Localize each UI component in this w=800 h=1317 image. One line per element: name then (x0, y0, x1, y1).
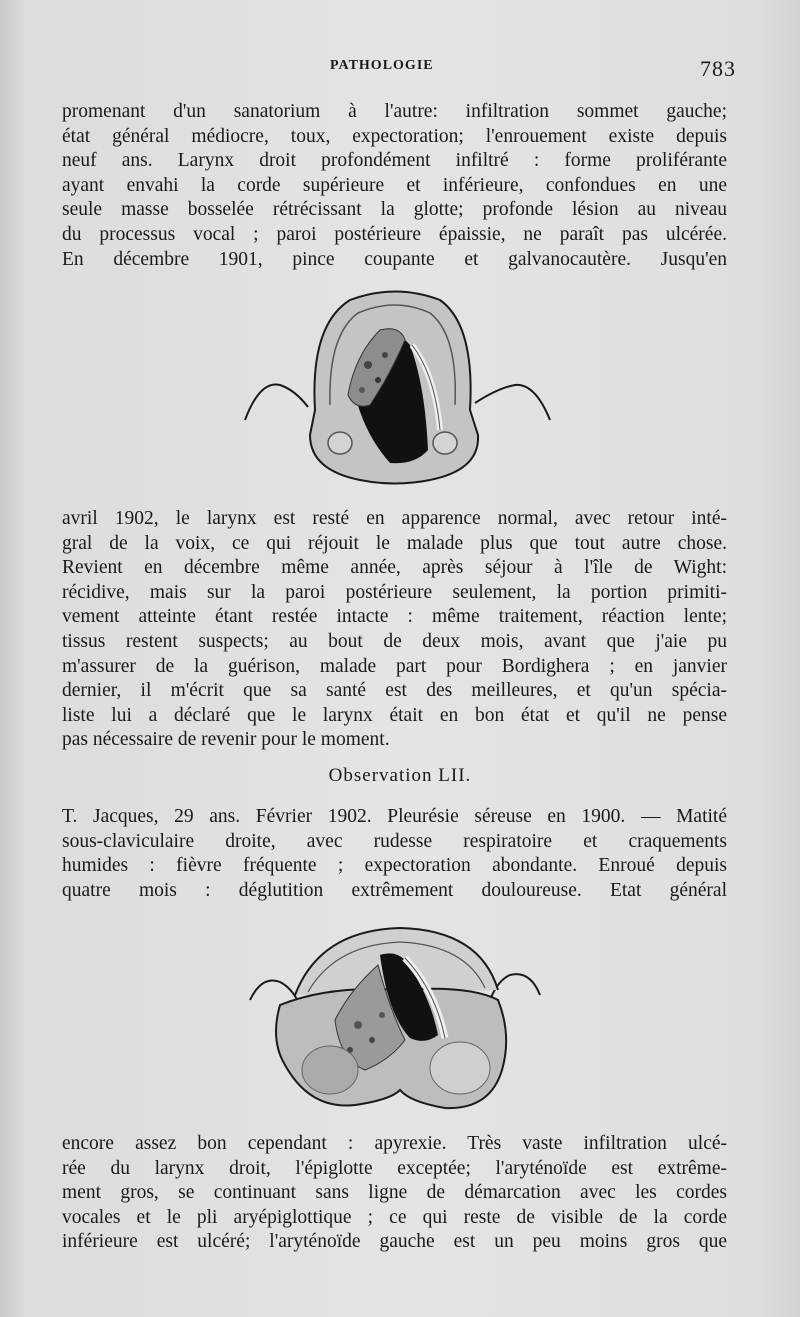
page-header (60, 56, 740, 86)
text-line: du processus vocal ; paroi postérieure épaissie, ne paraît pas ulcérée. (62, 223, 727, 245)
observation-heading: Observation LII. (328, 765, 472, 786)
text-line: tissus restent suspects; au bout de deux mois, avant que j'aie pu (62, 630, 727, 652)
larynx-illustration-1 (240, 285, 555, 495)
text-line: encore assez bon cependant : apyrexie. Très vaste infiltration ulcé- (62, 1133, 727, 1154)
text-line: seule masse bosselée rétrécissant la glotte; profonde lésion au niveau (62, 199, 727, 221)
text-line: avril 1902, le larynx est resté en apparence normal, avec retour inté- (62, 508, 727, 529)
paragraph-2 (62, 507, 727, 753)
text-line: état général médiocre, toux, expectoration; l'enrouement existe depuis (62, 125, 727, 147)
text-line: quatre mois : déglutition extrêmement douloureuse. Etat général (62, 879, 727, 901)
text-line: dernier, il m'écrit que sa santé est des meilleures, et qu'un spécia- (62, 680, 727, 702)
text-line: ayant envahi la corde supérieure et inférieure, confondues en une (62, 174, 727, 196)
page-number: 783 (700, 56, 736, 81)
text-line: En décembre 1901, pince coupante et galvanocautère. Jusqu'en (62, 248, 727, 270)
text-line: sous-claviculaire droite, avec rudesse respiratoire et craquements (62, 830, 727, 852)
text-line: ment gros, se continuant sans ligne de démarcation avec les cordes (62, 1182, 727, 1204)
larynx-illustration-2 (240, 920, 550, 1120)
text-line: promenant d'un sanatorium à l'autre: infiltration sommet gauche; (62, 101, 727, 122)
text-line: pas nécessaire de revenir pour le moment. (62, 729, 390, 751)
text-line: neuf ans. Larynx droit profondément infiltré : forme proliférante (62, 150, 727, 172)
text-line: humides : fièvre fréquente ; expectoration abondante. Enroué depuis (62, 855, 727, 877)
text-line: rée du larynx droit, l'épiglotte exceptée; l'aryténoïde est extrême- (62, 1157, 727, 1179)
text-line: T. Jacques, 29 ans. Février 1902. Pleurésie séreuse en 1900. — Matité (62, 806, 727, 827)
text-line: Revient en décembre même année, après séjour à l'île de Wight: (62, 557, 727, 579)
text-line: vocales et le pli aryépiglottique ; ce qui reste de visible de la corde (62, 1206, 727, 1228)
text-line: vement atteinte étant restée intacte : même traitement, réaction lente; (62, 606, 727, 628)
text-line: gral de la voix, ce qui réjouit le malade plus que tout autre chose. (62, 532, 727, 554)
text-line: récidive, mais sur la paroi postérieure seulement, la portion primiti- (62, 581, 727, 603)
paragraph-1 (62, 100, 727, 272)
running-title: PATHOLOGIE (330, 58, 434, 73)
paragraph-4 (62, 1132, 727, 1255)
text-line: inférieure est ulcéré; l'aryténoïde gauche est un peu moins gros que (62, 1231, 727, 1253)
text-line: liste lui a déclaré que le larynx était en bon état et qu'il ne pense (62, 704, 727, 726)
paragraph-3 (62, 805, 727, 903)
text-line: m'assurer de la guérison, malade part pour Bordighera ; en janvier (62, 655, 727, 677)
